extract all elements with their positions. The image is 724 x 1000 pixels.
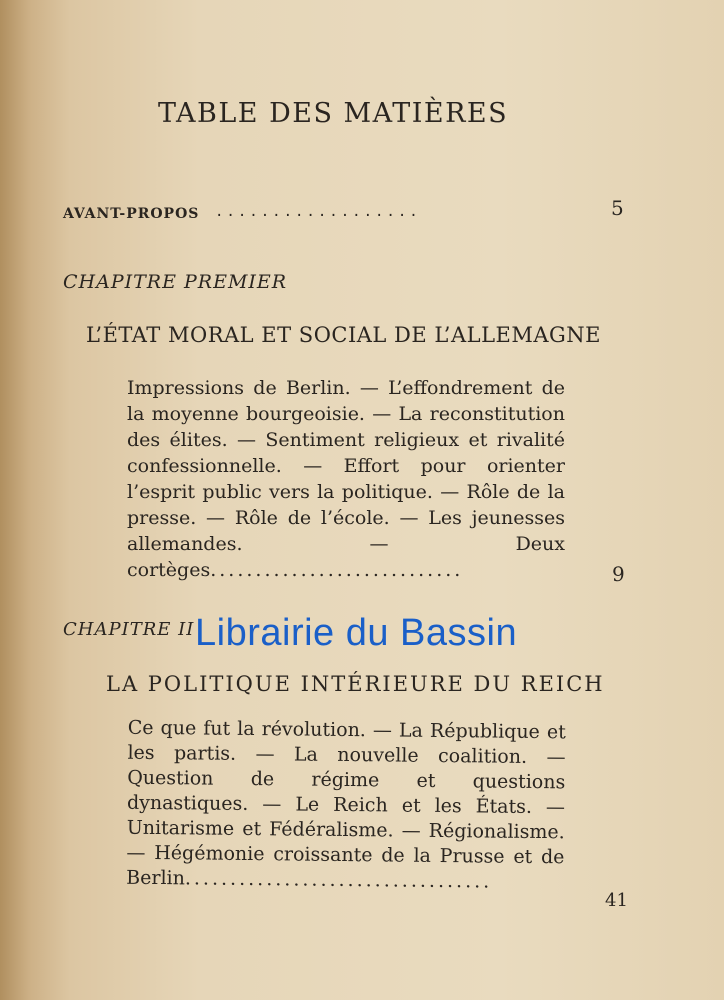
page-title: TABLE DES MATIÈRES <box>158 98 509 129</box>
avant-propos-label: AVANT-PROPOS <box>63 206 200 222</box>
chapter-2-heading: LA POLITIQUE INTÉRIEURE DU REICH <box>106 672 605 696</box>
avant-propos-page-number: 5 <box>611 196 624 220</box>
avant-propos-leader: .................. <box>215 204 421 220</box>
chapter-2-summary <box>126 716 566 896</box>
chapter-1-leader: ............................ <box>210 559 464 581</box>
chapter-2-page-number: 41 <box>605 890 628 911</box>
chapter-1-heading: L’ÉTAT MORAL ET SOCIAL DE L’ALLEMAGNE <box>86 323 602 347</box>
chapter-2-label: CHAPITRE II <box>63 619 195 640</box>
chapter-2-summary-text: Ce que fut la révolution. — La République et les partis. — La nouvelle coalition. — Question de régime et questions dynastiques. — Le Reich et les États. — Unitarisme et Fédéralisme. — Régionalisme. — Hégémonie croissante de la Prusse et de Berlin <box>126 716 566 890</box>
chapter-2-leader: .................................. <box>184 867 493 893</box>
bookseller-watermark: Librairie du Bassin <box>195 612 518 654</box>
chapter-1-page-number: 9 <box>612 562 625 586</box>
chapter-1-summary <box>127 375 565 583</box>
chapter-1-summary-text: Impressions de Berlin. — L’effondrement de la moyenne bourgeoisie. — La reconstitution des élites. — Sentiment religieux et rivalité confessionnelle. — Effort pour orienter l’esprit public vers la politique. — Rôle de la presse. — Rôle de l’école. — Les jeunesses allemandes. — Deux cortèges <box>127 377 565 581</box>
chapter-1-label: CHAPITRE PREMIER <box>63 271 288 293</box>
